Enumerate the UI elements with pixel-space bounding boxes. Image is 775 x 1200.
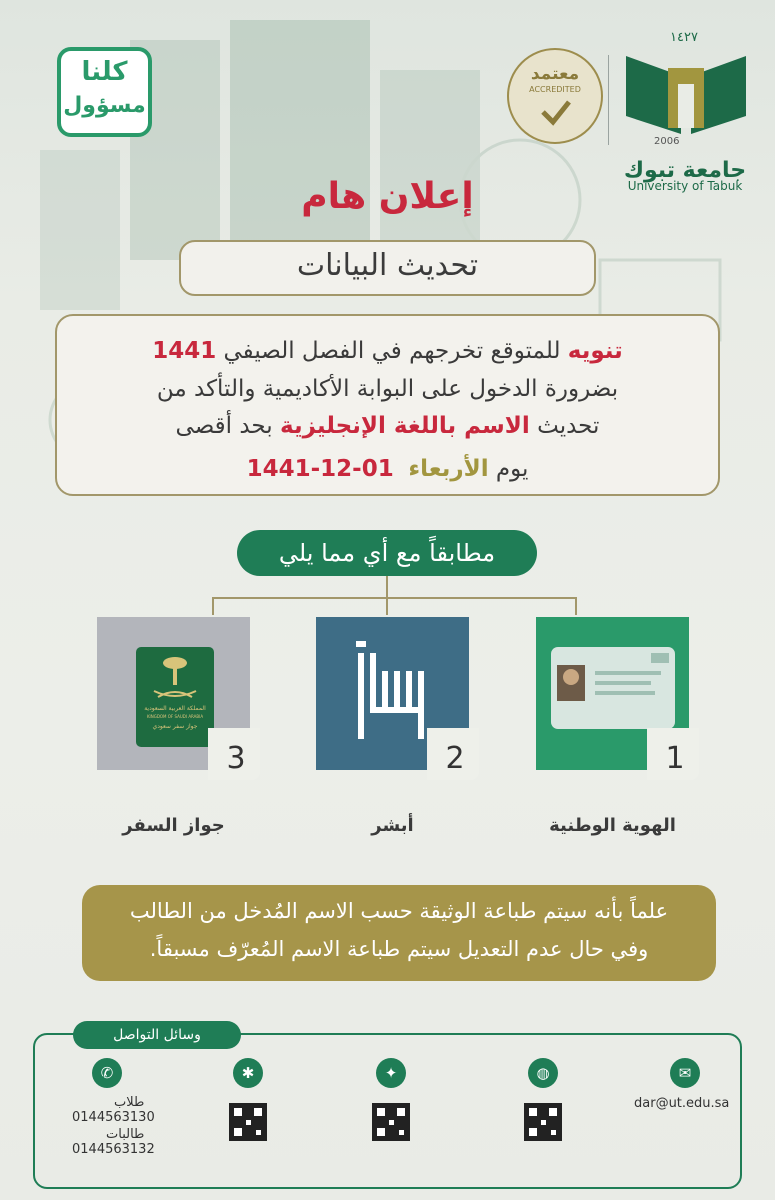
subtitle: تحديث البيانات	[296, 248, 479, 283]
chat-qr-code[interactable]	[229, 1103, 267, 1141]
globe-icon[interactable]: ◍	[528, 1058, 558, 1088]
campaign-line-2: مسؤول	[63, 93, 146, 118]
university-name-en: University of Tabuk	[627, 179, 743, 193]
document-label-passport: جواز السفر	[122, 815, 225, 836]
subtitle-box	[179, 240, 596, 296]
website-qr-code[interactable]	[524, 1103, 562, 1141]
students-label: طلاب	[114, 1095, 145, 1110]
notice-english-name: الاسم باللغة الإنجليزية	[280, 413, 530, 439]
passport-country-ar: المملكة العربية السعودية	[144, 705, 206, 712]
connector-line	[386, 597, 388, 615]
connector-line	[212, 597, 214, 615]
university-of-tabuk-logo	[610, 30, 760, 193]
passport-type: جواز سفر سعودي	[152, 723, 198, 730]
header-divider	[608, 55, 609, 145]
female-students-phone[interactable]: 0144563132	[72, 1142, 155, 1157]
hijri-year: ١٤٢٧	[670, 30, 698, 45]
accredited-en: ACCREDITED	[529, 85, 581, 94]
notice-day-prefix: يوم	[495, 456, 529, 482]
notice-year: 1441	[152, 338, 217, 364]
notice-day: الأربعاء	[408, 456, 489, 482]
document-label-national-id: الهوية الوطنية	[549, 815, 676, 836]
contact-title: وسائل التواصل	[73, 1021, 241, 1049]
notice-line-1	[57, 338, 718, 364]
saudi-passport-icon	[136, 647, 214, 747]
notice-line-3-b: بحد أقصى	[175, 413, 273, 439]
female-students-label: طالبات	[106, 1127, 145, 1142]
notice-line-4	[57, 456, 718, 482]
absher-logo-icon	[356, 641, 428, 741]
accredited-seal	[507, 48, 603, 144]
match-label: مطابقاً مع أي مما يلي	[237, 530, 537, 576]
contact-email[interactable]: dar@ut.edu.sa	[634, 1096, 730, 1111]
checkmark-icon	[541, 100, 571, 126]
seal-ring	[507, 48, 603, 144]
notice-line-2: بضرورة الدخول على البوابة الأكاديمية والتأكد من	[156, 376, 619, 402]
gregorian-year: 2006	[654, 136, 680, 147]
document-number-2: 2	[445, 741, 465, 776]
notice-line-3-a: تحديث	[537, 413, 600, 439]
students-phone[interactable]: 0144563130	[72, 1110, 155, 1125]
university-emblem-icon	[626, 46, 746, 136]
note-box	[82, 885, 716, 981]
connector-line	[575, 597, 577, 615]
notice-box	[55, 314, 720, 496]
connector-line	[386, 576, 388, 598]
accredited-ar: معتمد	[530, 64, 580, 84]
notice-line-1-text: للمتوقع تخرجهم في الفصل الصيفي	[223, 338, 561, 364]
page-title: إعلان هام	[301, 176, 474, 217]
document-label-absher: أبشر	[371, 815, 414, 836]
twitter-qr-code[interactable]	[372, 1103, 410, 1141]
note-line-2: وفي حال عدم التعديل سيتم طباعة الاسم المُعرّف مسبقاً.	[149, 937, 649, 961]
document-card-national-id	[536, 617, 689, 776]
notice-alert-word: تنويه	[567, 338, 623, 364]
university-name-ar: جامعة تبوك	[623, 158, 747, 183]
passport-country-en: KINGDOM OF SAUDI ARABIA	[146, 714, 204, 719]
notice-line-3	[57, 413, 718, 439]
note-line-1: علماً بأنه سيتم طباعة الوثيقة حسب الاسم المُدخل من الطالب	[129, 899, 669, 923]
twitter-icon[interactable]: ✦	[376, 1058, 406, 1088]
connector-line	[212, 597, 577, 599]
national-id-card-icon	[551, 647, 675, 729]
document-number-3: 3	[226, 741, 246, 776]
campaign-line-1: كلنا	[81, 57, 128, 87]
document-card-passport	[97, 617, 250, 776]
notice-deadline-date: 01-12-1441	[246, 456, 394, 482]
kollona-masool-logo	[57, 47, 152, 137]
phone-icon[interactable]: ✆	[92, 1058, 122, 1088]
document-number-1: 1	[665, 741, 685, 776]
chat-icon[interactable]: ✱	[233, 1058, 263, 1088]
email-icon[interactable]: ✉	[670, 1058, 700, 1088]
document-card-absher	[316, 617, 469, 776]
